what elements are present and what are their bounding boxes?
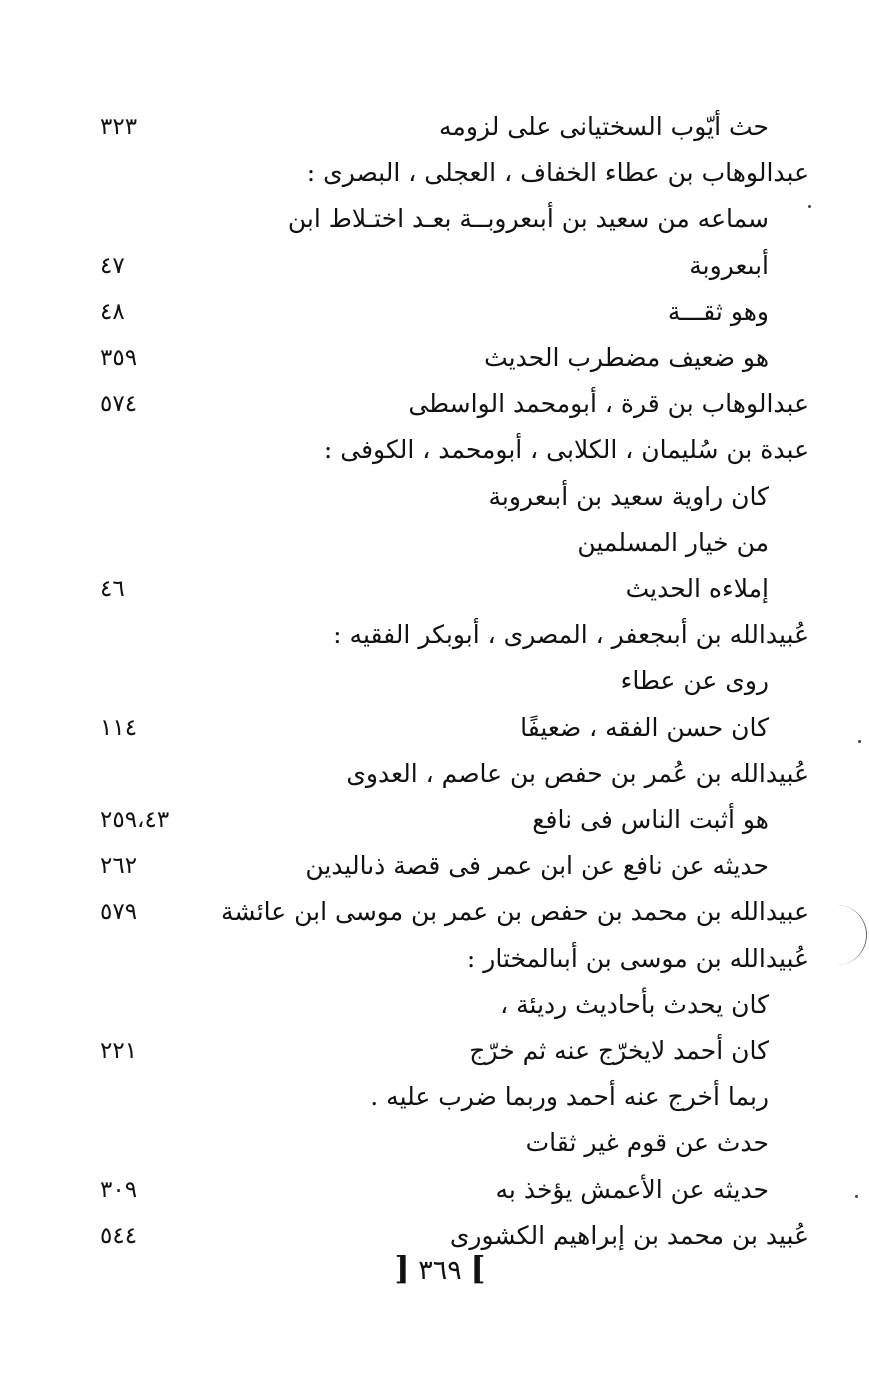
entry-page-ref: ٣٥٩ [100, 345, 138, 371]
entry-text: حديثه عن نافع عن ابن عمر فى قصة ذىاليدين [305, 851, 769, 881]
entry-text: روى عن عطاء [620, 666, 769, 696]
entry-text: ربما أخرج عنه أحمد وربما ضرب عليه . [370, 1082, 769, 1112]
entry-text: كان أحمد لايخرّج عنه ثم خرّج [469, 1036, 769, 1065]
entry-page-ref: ١١٤ [100, 714, 138, 741]
entry-text: حث أيّوب السختيانى على لزومه [439, 112, 769, 141]
folio-bracket-open: [ [394, 1249, 410, 1287]
entry-page-ref: ٥٧٤ [100, 391, 138, 418]
page-number [380, 1245, 500, 1291]
entry-page-ref: ٥٤٤ [100, 1222, 138, 1249]
entry-page-ref: ٢٥٩،٤٣ [100, 807, 170, 833]
speck [808, 205, 811, 208]
entry-line [120, 520, 769, 566]
speck [858, 740, 861, 743]
entry-text: سماعه من سعيد بن أبىعروبــة بعـد اختـلاط ابن [287, 204, 769, 234]
entry-line [100, 566, 769, 612]
entry-page-ref: ٣٠٩ [100, 1176, 138, 1203]
entry-line [120, 612, 809, 658]
entry-text: حديثه عن الأعمش يؤخذ به [495, 1174, 769, 1204]
entry-line [100, 335, 769, 381]
folio-number: ٣٦٩ [418, 1255, 462, 1286]
entry-text: من خيار المسلمين [577, 527, 769, 557]
entry-line [100, 289, 769, 335]
entry-text: عُبيدالله بن عُمر بن حفص بن عاصم ، العدوى [346, 758, 809, 788]
page-edge-mark [826, 905, 867, 965]
entry-line [120, 427, 809, 473]
entry-page-ref: ٣٢٣ [100, 114, 138, 140]
entry-text: عبيدالله بن محمد بن حفص بن عمر بن موسى ابن عائشة [220, 897, 809, 927]
entry-line [100, 889, 809, 935]
entry-text: عبدة بن سُليمان ، الكلابى ، أبومحمد ، الكوفى : [323, 435, 809, 465]
entry-page-ref: ٤٨ [100, 298, 125, 325]
entry-page-ref: ٤٧ [100, 252, 125, 279]
entry-line [120, 1120, 769, 1166]
entry-line [100, 705, 769, 751]
entry-line [120, 936, 809, 982]
entry-text: كان راوية سعيد بن أبىعروبة [488, 481, 769, 511]
entry-text: عُبيدالله بن موسى بن أبىالمختار : [466, 943, 809, 973]
entry-page-ref: ٤٦ [100, 576, 125, 602]
entry-line [100, 381, 809, 427]
entry-line [100, 1028, 769, 1074]
entry-page-ref: ٥٧٩ [100, 899, 138, 926]
entry-page-ref: ٢٦٢ [100, 853, 138, 880]
entry-text: إملاءه الحديث [625, 574, 769, 603]
entry-text: هو أثبت الناس فى نافع [532, 805, 769, 834]
entry-line [100, 104, 769, 150]
entry-line [120, 751, 809, 797]
entry-line [100, 1167, 769, 1213]
entry-text: كان حسن الفقه ، ضعيفًا [520, 712, 769, 742]
entry-line [120, 982, 769, 1028]
entry-line [120, 474, 769, 520]
entry-text: هو ضعيف مضطرب الحديث [484, 343, 769, 372]
entry-text: عُبيدالله بن أبىجعفر ، المصرى ، أبوبكر الفقيه : [333, 620, 809, 650]
entry-text: عُبيد بن محمد بن إبراهيم الكشورى [449, 1220, 809, 1250]
entry-text: عبدالوهاب بن عطاء الخفاف ، العجلى ، البصرى : [306, 158, 809, 188]
folio-bracket-close: ] [470, 1249, 486, 1287]
entry-text: كان يحدث بأحاديث رديئة ، [500, 989, 769, 1019]
entry-line [120, 196, 769, 242]
entry-text: أبىعروبة [689, 250, 769, 280]
entry-text: وهو ثقـــة [667, 296, 769, 326]
entry-text: عبدالوهاب بن قرة ، أبومحمد الواسطى [408, 389, 809, 419]
entry-line [100, 797, 769, 843]
entry-text: حدث عن قوم غير ثقات [525, 1128, 769, 1158]
entry-line [120, 150, 809, 196]
speck [855, 1195, 858, 1198]
entry-line [120, 658, 769, 704]
entry-page-ref: ٢٢١ [100, 1038, 138, 1064]
entry-line [100, 843, 769, 889]
entry-line [120, 1074, 769, 1120]
entry-line [100, 243, 769, 289]
